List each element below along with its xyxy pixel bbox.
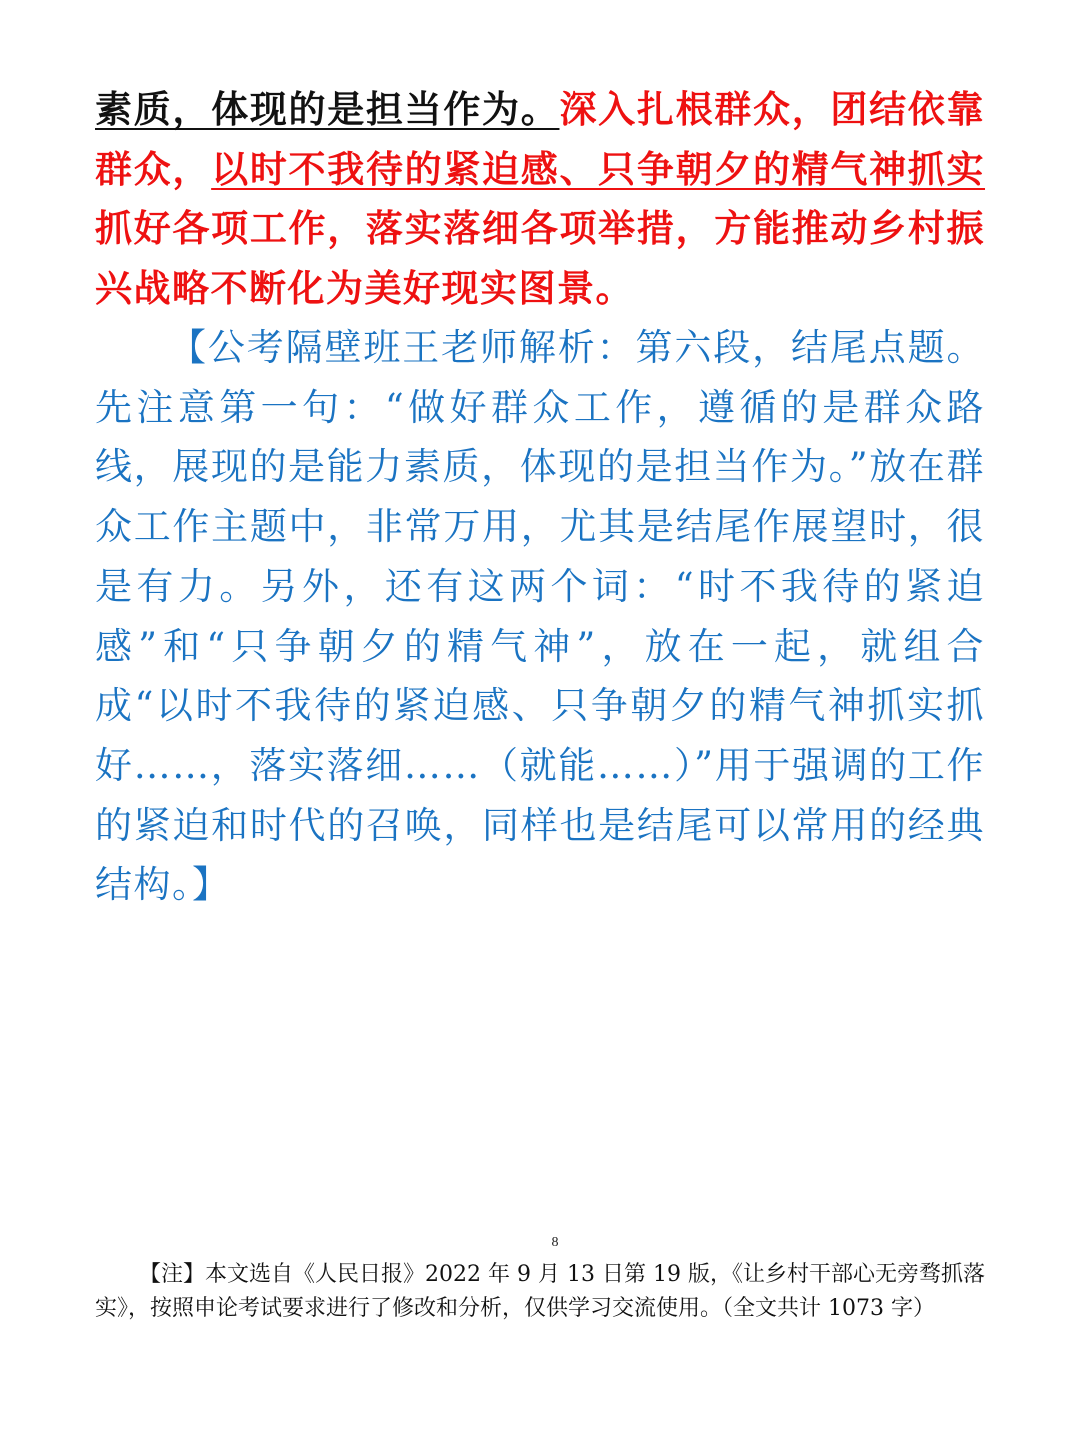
- highlighted-text-red-continued: 抓好各项工作，落实落细各项举措，方能推动乡村振兴战略不断化为美好现实图景。: [95, 206, 985, 311]
- closing-paragraph: [95, 80, 985, 319]
- page-number: 8: [551, 1235, 559, 1250]
- highlighted-text-red: 深入扎根群众，团结依靠群众，: [95, 87, 986, 191]
- underlined-sentence: 素质，体现的是担当作为。: [95, 87, 560, 131]
- teacher-analysis-paragraph: 【公考隔壁班王老师解析：第六段，结尾点题。先注意第一句：“做好群众工作，遵循的是群众路线，展现的是能力素质，体现的是担当作为。”放在群众工作主题中，非常万用，尤其是结尾作展望时，很是有力。另外，还有这两个词：“时不我待的紧迫感”和“只争朝夕的精气神”，放在一起，就组合成“以时不我待的紧迫感、只争朝夕的精气神抓实抓好……，落实落细……（就能……）”用于强调的工作的紧迫和时代的召唤，同样也是结尾可以常用的经典结构。】: [95, 326, 985, 907]
- source-footnote: 【注】本文选自《人民日报》2022 年 9 月 13 日第 19 版，《让乡村干部心无旁骛抓落实》，按照申论考试要求进行了修改和分析，仅供学习交流使用。（全文共计 1073 字）: [95, 1262, 985, 1321]
- highlighted-underlined-text-red: 以时不我待的紧迫感、只争朝夕的精气神抓实: [211, 146, 986, 191]
